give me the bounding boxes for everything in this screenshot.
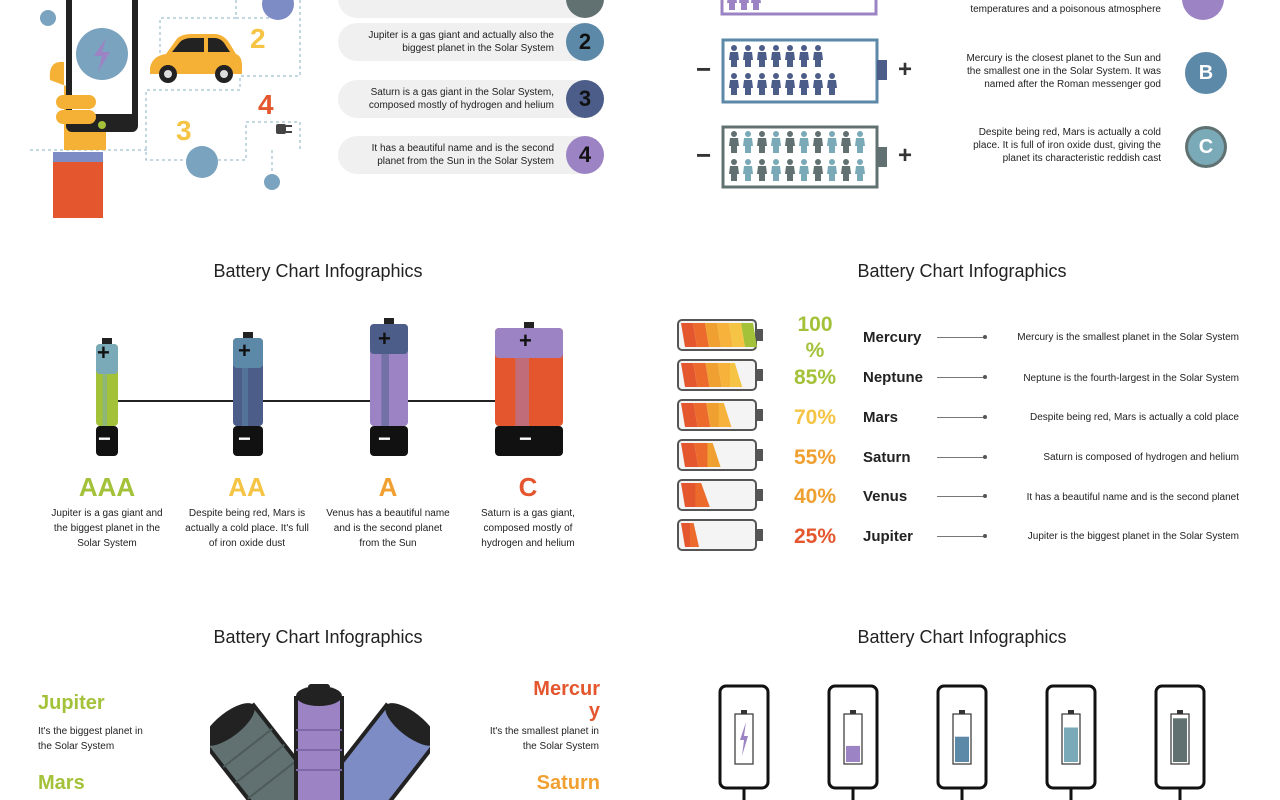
battery-fill [955, 737, 969, 762]
percent-label: 40% [793, 485, 837, 508]
person-icon [771, 80, 781, 95]
planet-name: Venus [863, 488, 908, 505]
plug-icon [276, 124, 292, 134]
percent-label: 55% [793, 446, 837, 469]
person-icon [759, 131, 765, 137]
info-text: It has a beautiful name and is the second planet from the Sun in the Solar System [371, 143, 554, 167]
map-number: 3 [176, 115, 192, 146]
battery-terminal [756, 409, 763, 421]
letter-circle: B [1182, 49, 1230, 97]
route-node [40, 10, 56, 26]
person-icon [743, 138, 753, 153]
person-icon [757, 52, 767, 67]
step-number-circle: 3 [566, 80, 604, 118]
ev-map-illustration [0, 0, 330, 230]
person-icon [813, 166, 823, 181]
plus-sign: + [519, 328, 532, 353]
person-icon [729, 166, 739, 181]
person-icon [813, 52, 823, 67]
person-icon [799, 138, 809, 153]
person-icon [729, 52, 739, 67]
phone-battery-chart [640, 680, 1280, 800]
connector-dot [983, 534, 987, 538]
battery-terminal [756, 329, 763, 341]
route-node [262, 0, 294, 20]
battery-fill [1173, 718, 1187, 762]
phone-body [829, 686, 877, 788]
planet-name: Jupiter [38, 692, 105, 714]
percent-label: 70% [793, 406, 837, 429]
battery-label: AAA [78, 472, 136, 502]
person-icon [727, 0, 737, 10]
person-icon [771, 52, 781, 67]
step-number-circle: 4 [566, 136, 604, 174]
person-icon [743, 80, 753, 95]
person-icon [731, 45, 737, 51]
hand-phone-icon [50, 0, 138, 218]
person-icon [785, 138, 795, 153]
person-icon [829, 159, 835, 165]
person-icon [731, 159, 737, 165]
battery-terminal [756, 449, 763, 461]
battery-stripe [515, 358, 529, 426]
route-node [186, 146, 218, 178]
planet-name: Jupiter [863, 528, 914, 545]
person-icon [785, 52, 795, 67]
battery-label: AA [228, 472, 266, 502]
plus-sign: + [898, 56, 913, 83]
battery-fill [1064, 728, 1078, 763]
person-icon [785, 80, 795, 95]
connector-line [937, 417, 985, 418]
person-icon [787, 45, 793, 51]
level-battery [678, 520, 763, 550]
person-icon [815, 131, 821, 137]
connector-dot [983, 335, 987, 339]
person-icon [757, 138, 767, 153]
person-icon [857, 131, 863, 137]
slide-people-battery [640, 0, 1280, 230]
person-icon [799, 166, 809, 181]
person-icon [771, 138, 781, 153]
step-number-circle [566, 0, 604, 18]
three-batteries-illustration [210, 680, 430, 800]
battery-label: A [378, 472, 398, 502]
planet-name: Mars [863, 409, 899, 426]
person-icon [757, 166, 767, 181]
map-number: 2 [250, 23, 266, 54]
person-icon [759, 73, 765, 79]
planet-description: It has a beautiful name and is the second planet [1026, 492, 1239, 503]
person-icon [841, 138, 851, 153]
slide-title: Battery Chart Infographics [857, 261, 1067, 281]
battery-terminal [756, 529, 763, 541]
person-icon [827, 80, 837, 95]
person-icon [815, 45, 821, 51]
info-text: Despite being red, Mars is actually a cold place. It is full of iron oxide dust, giving the planet its characteristic reddish cast [973, 127, 1161, 164]
battery-label: C [518, 472, 538, 502]
battery-fill [846, 746, 860, 762]
planet-name: Neptune [863, 369, 923, 386]
battery-description: Saturn is a gas giant, composed mostly of hydrogen and helium [481, 508, 575, 549]
connector-line [937, 536, 985, 537]
person-icon [745, 73, 751, 79]
person-icon [813, 80, 823, 95]
battery-terminal [384, 318, 394, 324]
slide-title: Battery Chart Infographics [213, 627, 423, 647]
plus-sign: + [898, 142, 913, 169]
person-icon [757, 80, 767, 95]
plus-sign: + [97, 340, 110, 365]
person-icon [829, 73, 835, 79]
person-icon [801, 159, 807, 165]
info-pill [338, 0, 604, 18]
person-icon [801, 131, 807, 137]
person-icon [843, 131, 849, 137]
planet-name: Mars [38, 772, 85, 794]
slide-title: Battery Chart Infographics [857, 627, 1067, 647]
person-icon [813, 138, 823, 153]
minus-sign: − [696, 140, 712, 170]
connector-line [937, 496, 985, 497]
car-icon [150, 34, 242, 83]
person-icon [799, 52, 809, 67]
level-battery [678, 320, 763, 350]
planet-description: Jupiter is the biggest planet in the Solar System [1027, 531, 1239, 542]
people-battery-chart [680, 0, 980, 230]
step-number-circle: 2 [566, 23, 604, 61]
connector-dot [983, 375, 987, 379]
letter-circle: C [1182, 123, 1230, 171]
person-icon [745, 159, 751, 165]
connector-dot [983, 415, 987, 419]
person-icon [787, 159, 793, 165]
person-icon [785, 166, 795, 181]
person-icon [829, 131, 835, 137]
battery-level-chart [670, 312, 780, 562]
connector-line [937, 337, 985, 338]
planet-name: Mercury [863, 329, 922, 346]
info-text: Saturn is a gas giant in the Solar System, composed mostly of hydrogen and helium [368, 87, 554, 111]
person-icon [759, 45, 765, 51]
person-icon [743, 166, 753, 181]
minus-sign: − [98, 426, 111, 451]
phone-icon [720, 686, 768, 800]
minus-sign: − [238, 426, 251, 451]
person-icon [799, 80, 809, 95]
person-icon [773, 131, 779, 137]
person-icon [773, 73, 779, 79]
person-icon [773, 159, 779, 165]
map-number: 4 [258, 89, 274, 120]
person-icon [827, 138, 837, 153]
planet-description: Saturn is composed of hydrogen and helium [1043, 452, 1239, 463]
info-text: Mercury is the closest planet to the Sun and the smallest one in the Solar System. It was named after the Roman messenger god [966, 53, 1161, 90]
info-text: temperatures and a poisonous atmosphere [970, 4, 1161, 15]
level-battery [678, 440, 763, 470]
percent-label: 85% [793, 366, 837, 389]
person-icon [801, 73, 807, 79]
person-icon [855, 166, 865, 181]
person-icon [841, 166, 851, 181]
plus-sign: + [238, 338, 251, 363]
person-icon [815, 159, 821, 165]
connector-line [937, 457, 985, 458]
person-icon [815, 73, 821, 79]
person-icon [759, 159, 765, 165]
connector-line [937, 377, 985, 378]
battery-sizes-chart [0, 316, 640, 456]
person-icon [731, 73, 737, 79]
planet-description: It's the biggest planet in the Solar System [38, 726, 143, 752]
planet-description: Despite being red, Mars is actually a cold place [1030, 412, 1239, 423]
planet-name: Mercury [533, 678, 600, 722]
battery-terminal [756, 369, 763, 381]
person-icon [771, 166, 781, 181]
phone-icon [1156, 686, 1204, 800]
battery-terminal [877, 60, 887, 80]
percent-label: 25% [793, 525, 837, 548]
info-pill [338, 80, 604, 118]
slide-title: Battery Chart Infographics [213, 261, 423, 281]
person-icon [729, 80, 739, 95]
person-icon [857, 159, 863, 165]
battery-terminal [877, 147, 887, 167]
plus-sign: + [378, 326, 391, 351]
person-icon [729, 138, 739, 153]
person-icon [739, 0, 749, 10]
planet-description: Neptune is the fourth-largest in the Solar System [1023, 373, 1239, 384]
battery-stripe [381, 354, 389, 426]
person-icon [745, 45, 751, 51]
planet-description: Mercury is the smallest planet in the Solar System [1017, 332, 1239, 343]
planet-description: It's the smallest planet in the Solar System [489, 726, 599, 752]
battery-stripe [242, 368, 248, 426]
route-node [264, 174, 280, 190]
phone-icon [1047, 686, 1095, 800]
info-pill [338, 136, 604, 174]
minus-sign: − [378, 426, 391, 451]
person-icon [773, 45, 779, 51]
person-icon [843, 159, 849, 165]
planet-name: Saturn [863, 449, 911, 466]
connector-dot [983, 455, 987, 459]
person-icon [787, 131, 793, 137]
battery-description: Venus has a beautiful name and is the second planet from the Sun [326, 508, 450, 549]
person-icon [787, 73, 793, 79]
slide-ev-map [0, 0, 640, 230]
phone-icon [829, 686, 877, 800]
planet-name: Saturn [536, 772, 600, 794]
info-pill [338, 23, 604, 61]
level-battery [678, 400, 763, 430]
connector-dot [983, 494, 987, 498]
battery-stripe [103, 374, 107, 426]
person-icon [731, 131, 737, 137]
person-icon [745, 131, 751, 137]
person-icon [751, 0, 761, 10]
phone-icon [938, 686, 986, 800]
battery-terminal [756, 489, 763, 501]
person-icon [827, 166, 837, 181]
battery-description: Jupiter is a gas giant and the biggest planet in the Solar System [51, 508, 163, 549]
person-icon [743, 52, 753, 67]
person-icon [801, 45, 807, 51]
percent-label: 100 % [797, 313, 833, 362]
level-battery [678, 360, 763, 390]
info-text: Jupiter is a gas giant and actually also the biggest planet in the Solar System [368, 30, 554, 54]
battery-description: Despite being red, Mars is actually a cold place. It's full of iron oxide dust [185, 508, 309, 549]
minus-sign: − [519, 426, 532, 451]
level-battery [678, 480, 763, 510]
person-icon [855, 138, 865, 153]
minus-sign: − [696, 54, 712, 84]
